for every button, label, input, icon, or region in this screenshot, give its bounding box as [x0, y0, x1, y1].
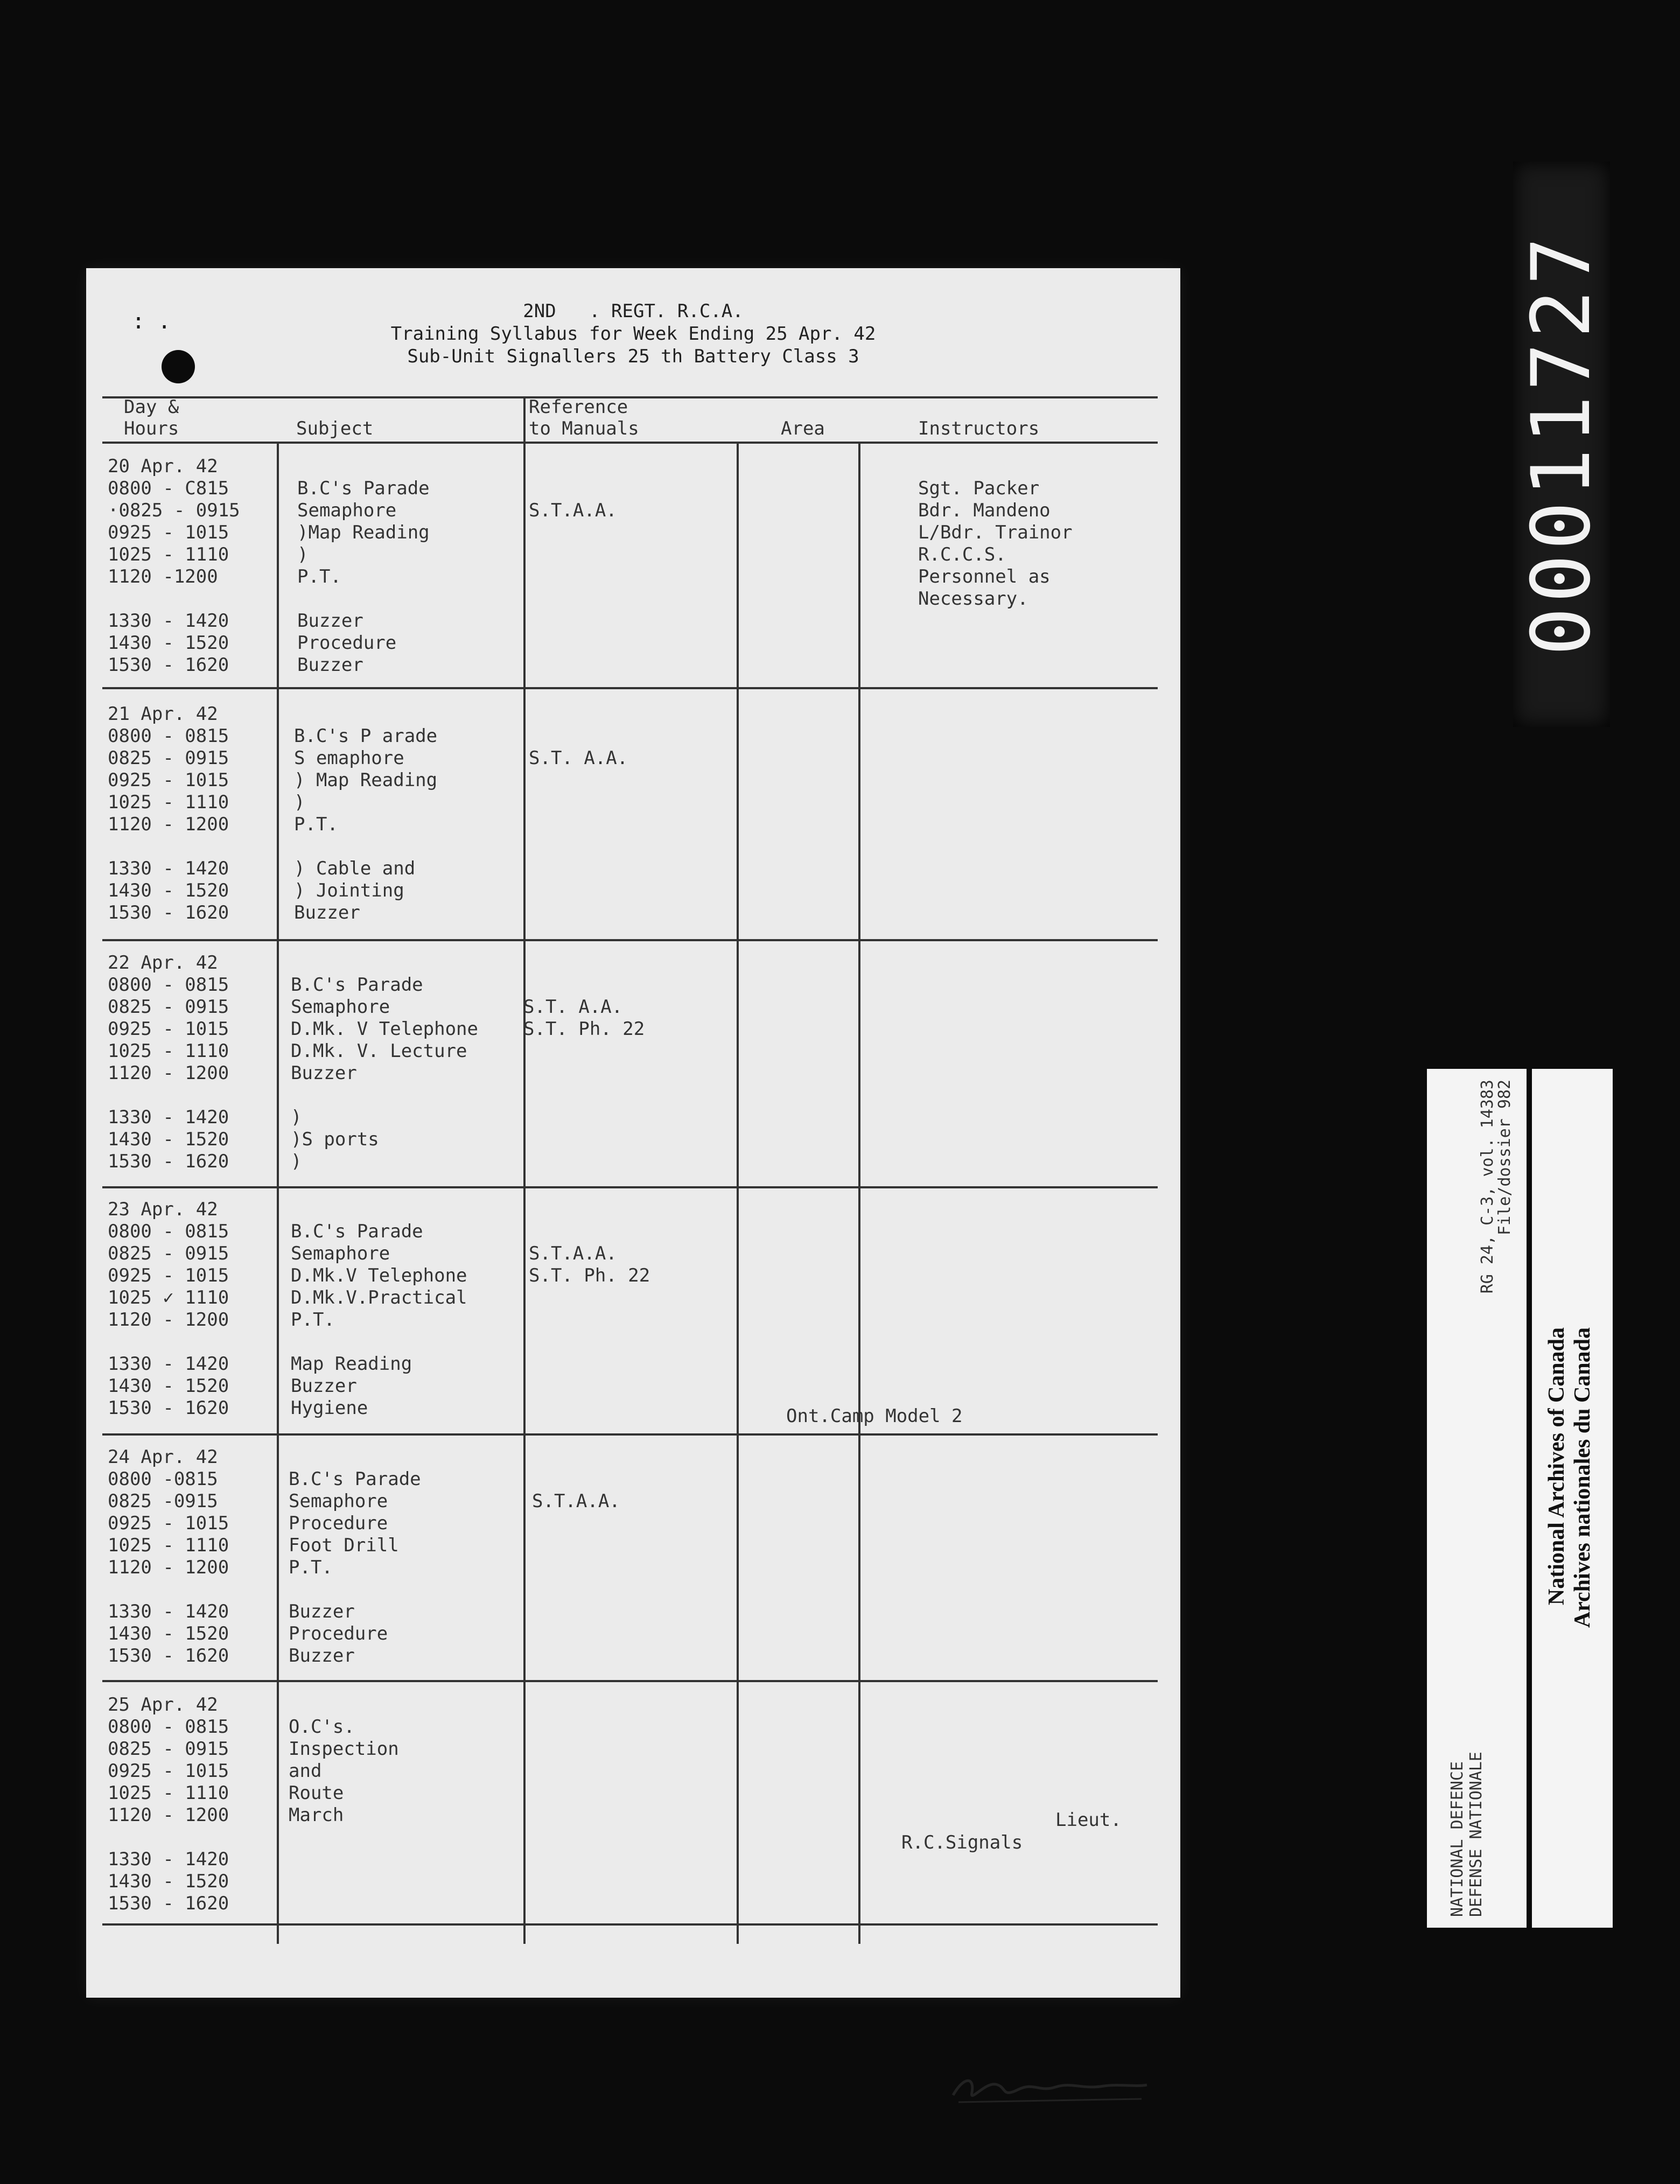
column-rule: [277, 442, 279, 1944]
day-divider: [102, 687, 1158, 689]
day-divider: [102, 1680, 1158, 1682]
signature-rank: Lieut.: [1055, 1809, 1122, 1831]
col-header-reference: Reference to Manuals: [529, 396, 639, 439]
day-reference: S.T.A.A. S.T. Ph. 22: [529, 1243, 650, 1286]
day-divider: [102, 1186, 1158, 1188]
dept-en: NATIONAL DEFENCE: [1448, 1761, 1467, 1917]
column-rule: [858, 442, 860, 1944]
day-times: 23 Apr. 42 0800 - 0815 0825 - 0915 0925 - 1015 1025 ✓ 1110 1120 - 1200 1330 - 1420 1430 - 1520 1530 - 1620: [108, 1199, 229, 1419]
margin-dots: : .: [132, 309, 171, 334]
col-header-instructors: Instructors: [918, 418, 1040, 439]
day-reference: S.T. A.A. S.T. Ph. 22: [523, 996, 645, 1040]
day-reference: S.T.A.A.: [529, 500, 617, 521]
archives-en: National Archives of Canada: [1544, 1327, 1569, 1606]
document-page: [86, 268, 1180, 1998]
table-bottom-rule: [102, 1923, 1158, 1926]
day-area: Ont.Camp Model 2: [786, 1405, 963, 1427]
archives-fr: Archives nationales du Canada: [1570, 1327, 1595, 1628]
stamp-number: 00011727: [1515, 232, 1608, 656]
day-times: 21 Apr. 42 0800 - 0815 0825 - 0915 0925 - 1015 1025 - 1110 1120 - 1200 1330 - 1420 1430 - 1520 1530 - 1620: [108, 703, 229, 923]
ref-line-2: File/dossier 982: [1495, 1080, 1514, 1235]
signature-unit: R.C.Signals: [901, 1832, 1023, 1853]
column-rule: [523, 396, 526, 1944]
day-times: 22 Apr. 42 0800 - 0815 0825 - 0915 0925 - 1015 1025 - 1110 1120 - 1200 1330 - 1420 1430 - 1520 1530 - 1620: [108, 952, 229, 1172]
day-subjects: B.C's Parade Semaphore Procedure Foot Drill P.T. Buzzer Procedure Buzzer: [289, 1468, 421, 1667]
day-divider: [102, 1433, 1158, 1436]
archives-name-label: [1532, 1069, 1613, 1928]
day-subjects: B.C's Parade Semaphore )Map Reading ) P.T. Buzzer Procedure Buzzer: [297, 478, 430, 676]
col-header-subject: Subject: [296, 418, 374, 439]
handwritten-signature: [948, 2071, 1152, 2109]
day-times: 25 Apr. 42 0800 - 0815 0825 - 0915 0925 - 1015 1025 - 1110 1120 - 1200 1330 - 1420 1430 - 1520 1530 - 1620: [108, 1694, 229, 1914]
col-header-area: Area: [781, 418, 825, 439]
archive-reference-label: [1427, 1069, 1527, 1928]
day-reference: S.T. A.A.: [529, 747, 628, 769]
dept-fr: DEFENSE NATIONALE: [1467, 1751, 1486, 1917]
day-instructors: Sgt. Packer Bdr. Mandeno L/Bdr. Trainor R.C.C.S. Personnel as Necessary.: [918, 478, 1073, 610]
ref-line-1: RG 24, C-3, vol. 14383: [1478, 1080, 1497, 1294]
header-title: Training Syllabus for Week Ending 25 Apr. 42: [390, 323, 876, 345]
day-reference: S.T.A.A.: [532, 1490, 620, 1512]
day-divider: [102, 939, 1158, 941]
column-rule: [737, 442, 739, 1944]
day-subjects: O.C's. Inspection and Route March: [289, 1716, 399, 1826]
col-header-day-hours: Day & Hours: [124, 396, 179, 439]
table-header-rule: [102, 442, 1158, 444]
day-subjects: B.C's P arade S emaphore ) Map Reading ) P.T. ) Cable and ) Jointing Buzzer: [294, 725, 438, 923]
day-subjects: B.C's Parade Semaphore D.Mk.V Telephone D.Mk.V.Practical P.T. Map Reading Buzzer Hygiene: [291, 1221, 467, 1419]
day-times: 24 Apr. 42 0800 -0815 0825 -0915 0925 - 1015 1025 - 1110 1120 - 1200 1330 - 1420 1430 - 1520 1530 - 1620: [108, 1446, 229, 1667]
day-times: 20 Apr. 42 0800 - C815 ·0825 - 0915 0925 - 1015 1025 - 1110 1120 -1200 1330 - 1420 1430 - 1520 1530 - 1620: [108, 456, 240, 676]
day-subjects: B.C's Parade Semaphore D.Mk. V Telephone D.Mk. V. Lecture Buzzer ) )S ports ): [291, 974, 478, 1172]
header-subtitle: Sub-Unit Signallers 25 th Battery Class 3: [407, 346, 859, 367]
header-unit: 2ND . REGT. R.C.A.: [523, 300, 744, 322]
page-number-stamp: [1513, 162, 1610, 727]
